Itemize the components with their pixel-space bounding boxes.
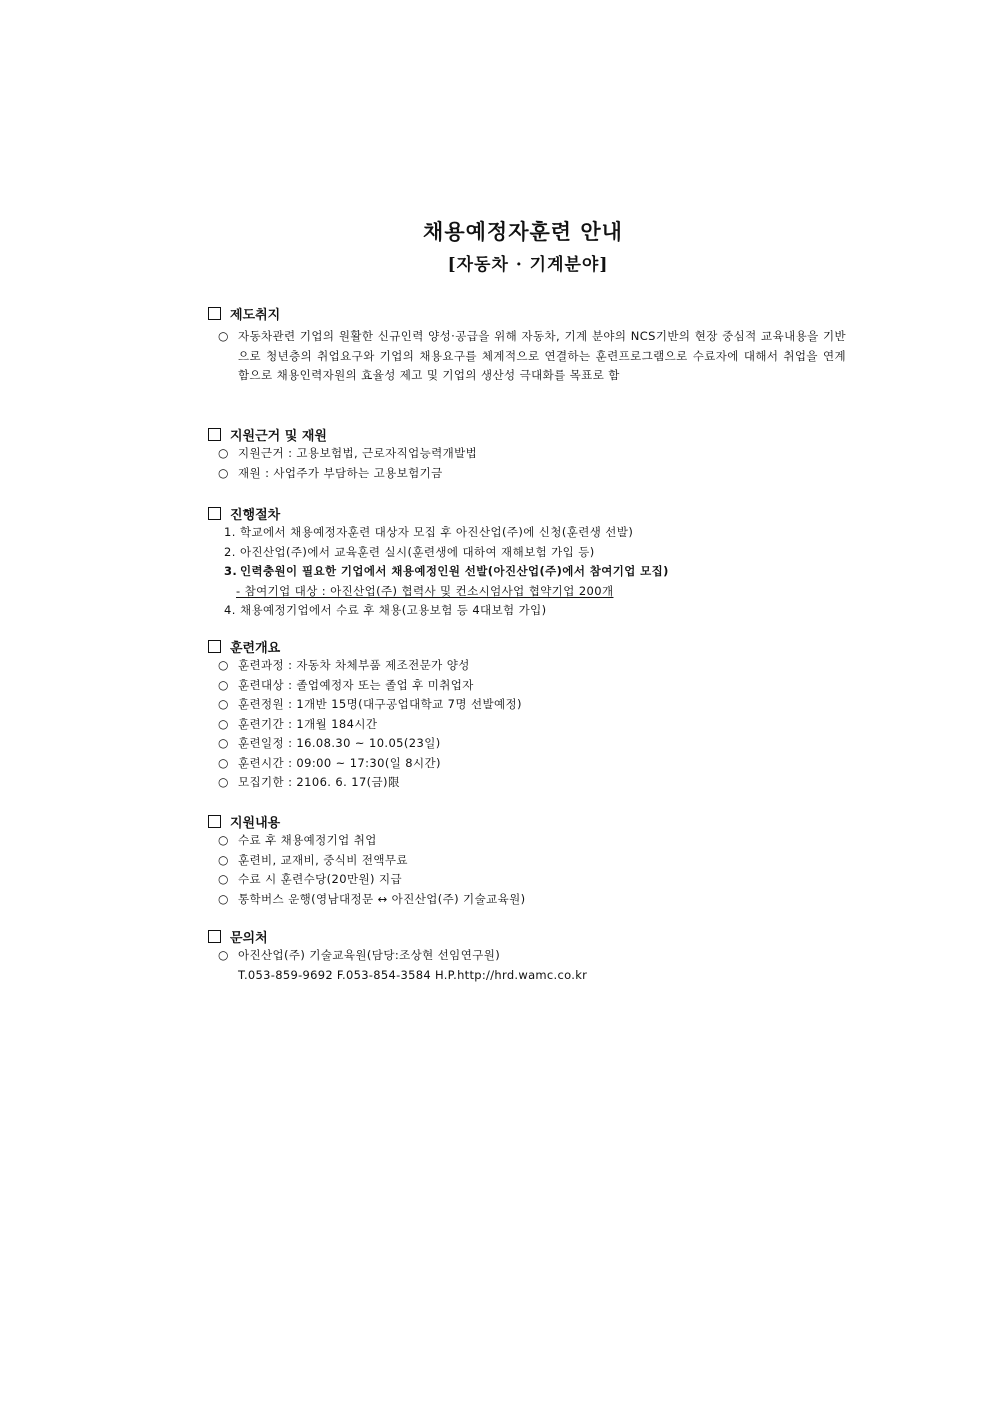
section-contact	[208, 926, 848, 985]
checkbox-square-icon	[208, 930, 221, 943]
overview-item	[208, 715, 848, 735]
circle-bullet-icon: ○	[218, 891, 229, 906]
overview-item-text: 훈련대상 : 졸업예정자 또는 졸업 후 미취업자	[238, 677, 474, 692]
purpose-item	[208, 327, 848, 386]
overview-item-text: 훈련정원 : 1개반 15명(대구공업대학교 7명 선발예정)	[238, 697, 522, 711]
overview-item	[208, 676, 848, 696]
section-heading	[208, 926, 848, 946]
section-purpose	[208, 303, 848, 386]
support-item-text: 통학버스 운행(영남대정문 ↔ 아진산업(주) 기술교육원)	[238, 891, 526, 906]
section-heading	[208, 811, 848, 831]
overview-item	[208, 656, 848, 676]
checkbox-square-icon	[208, 640, 221, 653]
circle-bullet-icon: ○	[218, 755, 229, 770]
section-heading-label: 문의처	[230, 930, 268, 946]
support-item	[208, 890, 848, 910]
step-number: 3.	[224, 564, 238, 578]
contact-item	[208, 946, 848, 966]
section-overview	[208, 636, 848, 793]
support-item	[208, 851, 848, 871]
participant-note: - 참여기업 대상 : 아진산업(주) 협력사 및 컨소시엄사업 협약기업 200개	[236, 583, 614, 598]
support-item-text: 훈련비, 교재비, 중식비 전액무료	[238, 852, 408, 867]
circle-bullet-icon: ○	[218, 716, 229, 731]
section-heading-label: 진행절차	[230, 507, 281, 523]
circle-bullet-icon: ○	[218, 677, 229, 692]
procedure-sub-note	[208, 582, 848, 602]
step-number: 1.	[224, 525, 236, 539]
purpose-text: 자동차관련 기업의 원활한 신규인력 양성·공급을 위해 자동차, 기계 분야의 NCS기반의 현장 중심적 교육내용을 기반으로 청년층의 취업요구와 기업의 채용요구를 체계적으로 연결하는 훈련프로그램으로 수료자에 대해서 취업을 연계함으로 채용인력자원의 효율성 제고 및 기업의 생산성 극대화를 목표로 함	[238, 329, 846, 382]
section-heading	[208, 636, 848, 656]
step-number: 2.	[224, 544, 236, 559]
funding-item-text: 지원근거 : 고용보험법, 근로자직업능력개발법	[238, 446, 478, 460]
circle-bullet-icon: ○	[218, 465, 229, 480]
circle-bullet-icon: ○	[218, 852, 229, 867]
circle-bullet-icon: ○	[218, 697, 229, 711]
funding-item-text: 재원 : 사업주가 부담하는 고용보험기금	[238, 465, 443, 480]
overview-item-text: 훈련기간 : 1개월 184시간	[238, 716, 378, 731]
section-heading-label: 훈련개요	[230, 640, 281, 656]
section-heading	[208, 503, 848, 523]
step-text: 학교에서 채용예정자훈련 대상자 모집 후 아진산업(주)에 신청(훈련생 선발)	[240, 525, 634, 539]
section-heading-label: 지원근거 및 재원	[230, 428, 327, 444]
procedure-step	[208, 543, 848, 563]
checkbox-square-icon	[208, 507, 221, 520]
section-support	[208, 811, 848, 909]
support-item	[208, 831, 848, 851]
circle-bullet-icon: ○	[218, 329, 229, 343]
support-item-text: 수료 후 채용예정기업 취업	[238, 833, 377, 847]
procedure-step	[208, 523, 848, 543]
checkbox-square-icon	[208, 307, 221, 320]
contact-details: T.053-859-9692 F.053-854-3584 H.P.http://hrd.wamc.co.kr	[238, 967, 588, 982]
overview-item	[208, 754, 848, 774]
overview-item-text: 모집기한 : 2106. 6. 17(금)限	[238, 775, 400, 789]
overview-item-text: 훈련과정 : 자동차 차체부품 제조전문가 양성	[238, 658, 470, 672]
section-funding	[208, 424, 848, 483]
circle-bullet-icon: ○	[218, 446, 229, 460]
section-heading	[208, 424, 848, 444]
section-heading-label: 지원내용	[230, 815, 281, 831]
step-number: 4.	[224, 603, 236, 617]
circle-bullet-icon: ○	[218, 872, 229, 886]
overview-item	[208, 695, 848, 715]
overview-item-text: 훈련시간 : 09:00 ~ 17:30(일 8시간)	[238, 755, 441, 770]
section-heading	[208, 303, 848, 323]
section-heading-label: 제도취지	[230, 307, 281, 323]
document-subtitle: [자동차 · 기계분야]	[447, 255, 609, 275]
step-text: 채용예정기업에서 수료 후 채용(고용보험 등 4대보험 가입)	[240, 603, 547, 617]
procedure-step	[208, 601, 848, 621]
overview-item-text: 훈련일정 : 16.08.30 ~ 10.05(23일)	[238, 736, 441, 750]
circle-bullet-icon: ○	[218, 948, 229, 962]
support-item-text: 수료 시 훈련수당(20만원) 지급	[238, 872, 402, 886]
funding-item	[208, 444, 848, 464]
step-text: 아진산업(주)에서 교육훈련 실시(훈련생에 대하여 재해보험 가입 등)	[240, 544, 595, 559]
step-text: 인력충원이 필요한 기업에서 채용예정인원 선발(아진산업(주)에서 참여기업 모집)	[240, 564, 669, 578]
circle-bullet-icon: ○	[218, 775, 229, 789]
checkbox-square-icon	[208, 428, 221, 441]
checkbox-square-icon	[208, 815, 221, 828]
overview-item	[208, 773, 848, 793]
contact-org: 아진산업(주) 기술교육원(담당:조상현 선임연구원)	[238, 948, 501, 962]
circle-bullet-icon: ○	[218, 658, 229, 672]
circle-bullet-icon: ○	[218, 736, 229, 750]
funding-item	[208, 464, 848, 484]
section-procedure	[208, 503, 848, 621]
document-title: 채용예정자훈련 안내	[423, 219, 623, 244]
overview-item	[208, 734, 848, 754]
procedure-step	[208, 562, 848, 582]
circle-bullet-icon: ○	[218, 833, 229, 847]
support-item	[208, 870, 848, 890]
